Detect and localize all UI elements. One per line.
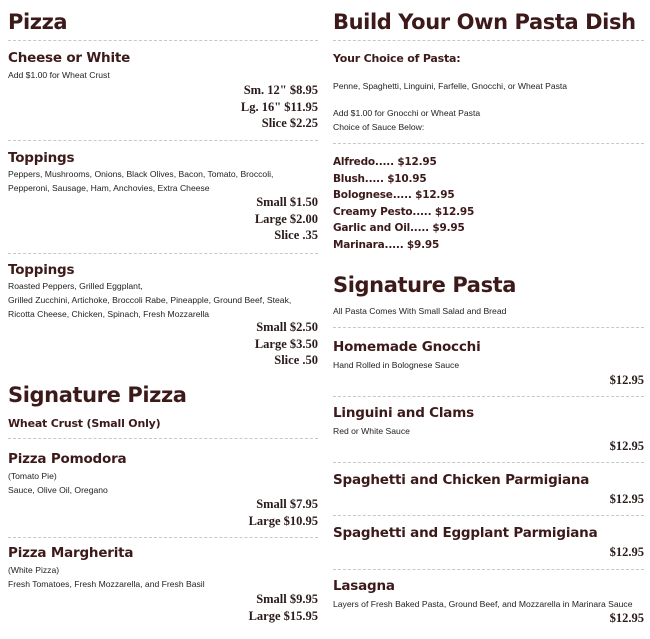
signature-pizza-subtitle: Wheat Crust (Small Only) [8, 417, 161, 430]
toppings-regular-list: Peppers, Mushrooms, Onions, Black Olives, Bacon, Tomato, Broccoli, Pepperoni, Sausage, Ham, Anchovies, Extra Cheese [8, 169, 274, 193]
divider [333, 143, 644, 144]
sauce-garlic-oil: Garlic and Oil..... $9.95 [333, 222, 465, 234]
price-large: Large $2.00 [254, 211, 318, 226]
pizza-margherita-prices [249, 591, 318, 624]
divider [333, 569, 644, 570]
pizza-margherita-name: Pizza Margherita [8, 545, 134, 561]
homemade-gnocchi-name: Homemade Gnocchi [333, 339, 481, 355]
spaghetti-chicken-name: Spaghetti and Chicken Parmigiana [333, 472, 590, 488]
linguini-clams-desc: Red or White Sauce [333, 426, 410, 436]
divider [8, 253, 318, 254]
divider [8, 40, 318, 41]
wheat-crust-note: Add $1.00 for Wheat Crust [8, 70, 110, 80]
toppings-regular-prices [255, 194, 318, 244]
toppings-premium-list: Roasted Peppers, Grilled Eggplant, Grilled Zucchini, Artichoke, Broccoli Rabe, Pineapple, Ground Beef, Steak, Ricotta Cheese, Chicken, Spinach, Fresh Mozzarella [8, 281, 292, 319]
spaghetti-chicken-price: $12.95 [609, 492, 644, 506]
homemade-gnocchi-price: $12.95 [609, 373, 644, 387]
signature-pizza-title: Signature Pizza [8, 383, 187, 407]
pasta-choices: Penne, Spaghetti, Linguini, Farfelle, Gnocchi, or Wheat Pasta [333, 81, 568, 91]
pizza-section-title: Pizza [8, 10, 68, 34]
pizza-pomodora-details: (Tomato Pie) Sauce, Olive Oil, Oregano [8, 471, 108, 495]
price-slice: Slice .35 [274, 228, 318, 242]
pizza-margherita-details: (White Pizza) Fresh Tomatoes, Fresh Mozzarella, and Fresh Basil [8, 565, 205, 589]
sauce-creamy-pesto: Creamy Pesto..... $12.95 [333, 205, 475, 218]
price-large: Large $15.95 [248, 608, 318, 623]
sauce-bolognese: Bolognese..... $12.95 [333, 189, 455, 201]
divider [333, 40, 644, 41]
divider [333, 515, 644, 516]
price-small: Sm. 12" $8.95 [243, 83, 318, 97]
divider [333, 396, 644, 397]
linguini-clams-price: $12.95 [609, 439, 644, 453]
pizza-pomodora-name: Pizza Pomodora [8, 451, 127, 467]
cheese-pizza-name: Cheese or White [8, 50, 131, 66]
spaghetti-eggplant-name: Spaghetti and Eggplant Parmigiana [333, 525, 598, 541]
price-small: Small $2.50 [256, 320, 318, 334]
divider [333, 462, 644, 463]
homemade-gnocchi-desc: Hand Rolled in Bolognese Sauce [333, 360, 460, 370]
linguini-clams-name: Linguini and Clams [333, 405, 474, 421]
price-large: Lg. 16" $11.95 [240, 99, 318, 114]
divider [8, 140, 318, 141]
toppings-regular-title: Toppings [8, 150, 75, 166]
sauce-list [333, 154, 474, 253]
cheese-pizza-prices [241, 82, 318, 132]
price-small: Small $7.95 [256, 497, 318, 511]
price-small: Small $9.95 [256, 592, 318, 606]
lasagna-name: Lasagna [333, 578, 395, 594]
divider [8, 537, 318, 538]
toppings-premium-title: Toppings [8, 262, 75, 278]
price-small: Small $1.50 [256, 195, 318, 209]
sauce-alfredo: Alfredo..... $12.95 [333, 156, 437, 168]
lasagna-price: $12.95 [609, 611, 644, 625]
price-large: Large $3.50 [254, 336, 318, 351]
price-slice: Slice $2.25 [261, 116, 318, 130]
price-large: Large $10.95 [248, 513, 318, 528]
build-pasta-title: Build Your Own Pasta Dish [333, 10, 636, 34]
sauce-marinara: Marinara..... $9.95 [333, 238, 440, 251]
pasta-notes: Add $1.00 for Gnocchi or Wheat Pasta Choice of Sauce Below: [333, 108, 481, 132]
lasagna-desc: Layers of Fresh Baked Pasta, Ground Beef, and Mozzarella in Marinara Sauce [333, 599, 633, 609]
spaghetti-eggplant-price: $12.95 [609, 545, 644, 559]
pizza-pomodora-prices [249, 496, 318, 529]
signature-pasta-title: Signature Pasta [333, 273, 517, 297]
divider [8, 438, 318, 439]
toppings-premium-prices [255, 319, 318, 369]
pasta-choice-title: Your Choice of Pasta: [333, 52, 461, 65]
divider [333, 327, 644, 328]
price-slice: Slice .50 [274, 353, 318, 367]
sauce-blush: Blush..... $10.95 [333, 172, 427, 185]
signature-pasta-subtitle: All Pasta Comes With Small Salad and Bread [333, 306, 507, 316]
